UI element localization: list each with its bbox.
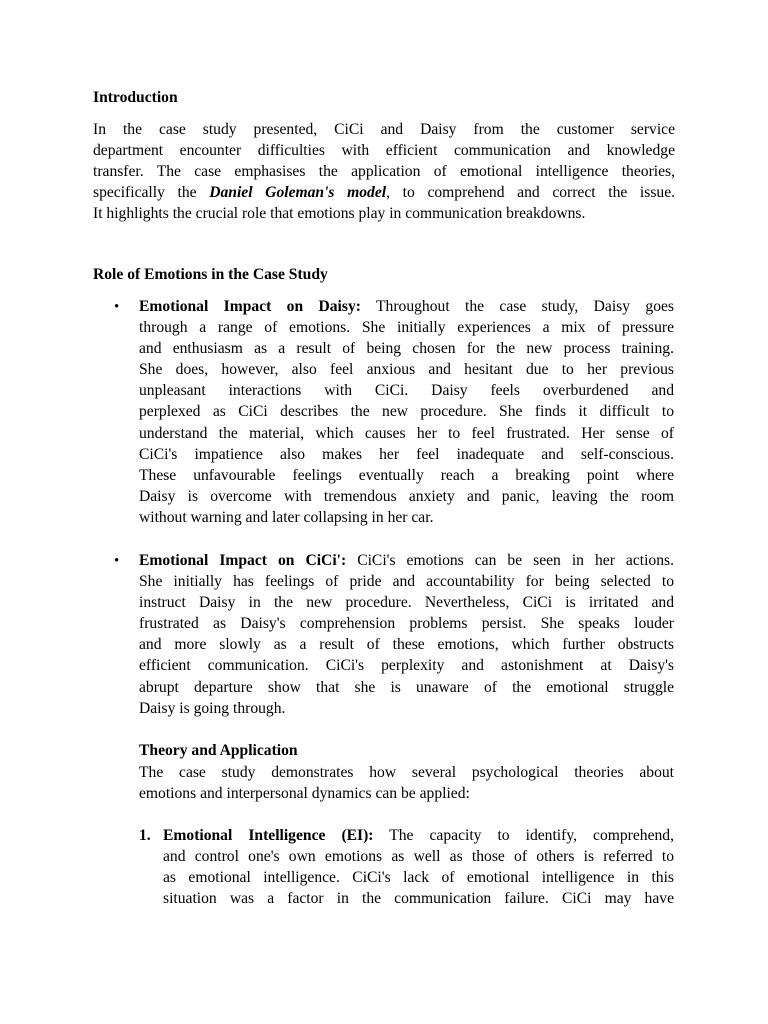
bullet-text: CiCi's emotions can be seen in her actions. bbox=[346, 552, 674, 569]
bullet-line: abrupt departure show that she is unaware of the emotional struggle bbox=[139, 678, 674, 696]
bullet-item-daisy bbox=[139, 296, 674, 528]
bullet-line: efficient communication. CiCi's perplexity and astonishment at Daisy's bbox=[139, 657, 674, 675]
bullet-text: Throughout the case study, Daisy goes bbox=[360, 298, 674, 315]
bullet-line: She does, however, also feel anxious and hesitant due to her previous bbox=[139, 361, 674, 379]
bullet-first-line bbox=[139, 550, 674, 571]
numbered-first-line bbox=[163, 825, 674, 846]
bullet-item-cici bbox=[139, 550, 674, 719]
paragraph-text: , to comprehend and correct the issue. bbox=[386, 184, 676, 202]
theory-intro-paragraph bbox=[139, 762, 674, 804]
paragraph-line: department encounter difficulties with efficient communication and knowledge bbox=[93, 142, 675, 160]
bullet-line: understand the material, which causes her to feel frustrated. Her sense of bbox=[139, 424, 674, 442]
numbered-title: Emotional Intelligence (EI): bbox=[163, 827, 374, 844]
paragraph-text: specifically the bbox=[93, 184, 210, 202]
numbered-line: and control one's own emotions as well as those of others is referred to bbox=[163, 848, 674, 866]
bullet-line: through a range of emotions. She initially experiences a mix of pressure bbox=[139, 319, 674, 337]
paragraph-line: transfer. The case emphasises the application of emotional intelligence theories, bbox=[93, 163, 675, 181]
numbered-item-ei bbox=[163, 825, 674, 909]
bullet-line: and enthusiasm as a result of being chosen for the new process training. bbox=[139, 340, 674, 358]
bullet-line: unpleasant interactions with CiCi. Daisy feels overburdened and bbox=[139, 382, 674, 400]
paragraph-line: emotions and interpersonal dynamics can be applied: bbox=[139, 785, 470, 803]
bullet-line: Daisy is overcome with tremendous anxiety and panic, leaving the room bbox=[139, 487, 674, 505]
numbered-line: as emotional intelligence. CiCi's lack of emotional intelligence in this bbox=[163, 869, 674, 887]
bullet-line: instruct Daisy in the new procedure. Nevertheless, CiCi is irritated and bbox=[139, 594, 674, 612]
emphasized-model-name: Daniel Goleman's model bbox=[209, 184, 387, 202]
bullet-line: frustrated as Daisy's comprehension problems persist. She speaks louder bbox=[139, 615, 674, 633]
bullet-dot: • bbox=[114, 299, 120, 315]
paragraph-line: In the case study presented, CiCi and Daisy from the customer service bbox=[93, 121, 675, 138]
introduction-heading: Introduction bbox=[93, 89, 178, 106]
bullet-dot: • bbox=[114, 553, 120, 569]
role-section-heading: Role of Emotions in the Case Study bbox=[93, 266, 328, 283]
introduction-paragraph bbox=[93, 119, 675, 224]
numbered-line: situation was a factor in the communication failure. CiCi may have bbox=[163, 890, 674, 908]
bullet-line: CiCi's impatience also makes her feel inadequate and self-conscious. bbox=[139, 445, 674, 463]
bullet-line: She initially has feelings of pride and accountability for being selected to bbox=[139, 573, 674, 591]
bullet-line: without warning and later collapsing in her car. bbox=[139, 508, 434, 526]
paragraph-line bbox=[93, 182, 675, 203]
paragraph-line: It highlights the crucial role that emotions play in communication breakdowns. bbox=[93, 205, 586, 223]
bullet-line: These unfavourable feelings eventually reach a breaking point where bbox=[139, 466, 674, 484]
bullet-title: Emotional Impact on CiCi': bbox=[139, 552, 347, 569]
list-number: 1. bbox=[139, 827, 151, 844]
bullet-line: Daisy is going through. bbox=[139, 699, 286, 717]
paragraph-line: The case study demonstrates how several psychological theories about bbox=[139, 764, 674, 781]
numbered-text: The capacity to identify, comprehend, bbox=[373, 827, 674, 844]
bullet-first-line bbox=[139, 296, 674, 317]
bullet-line: and more slowly as a result of these emotions, which further obstructs bbox=[139, 636, 674, 654]
bullet-line: perplexed as CiCi describes the new procedure. She finds it difficult to bbox=[139, 403, 674, 421]
bullet-title: Emotional Impact on Daisy: bbox=[139, 298, 361, 315]
theory-section-heading: Theory and Application bbox=[139, 742, 298, 759]
